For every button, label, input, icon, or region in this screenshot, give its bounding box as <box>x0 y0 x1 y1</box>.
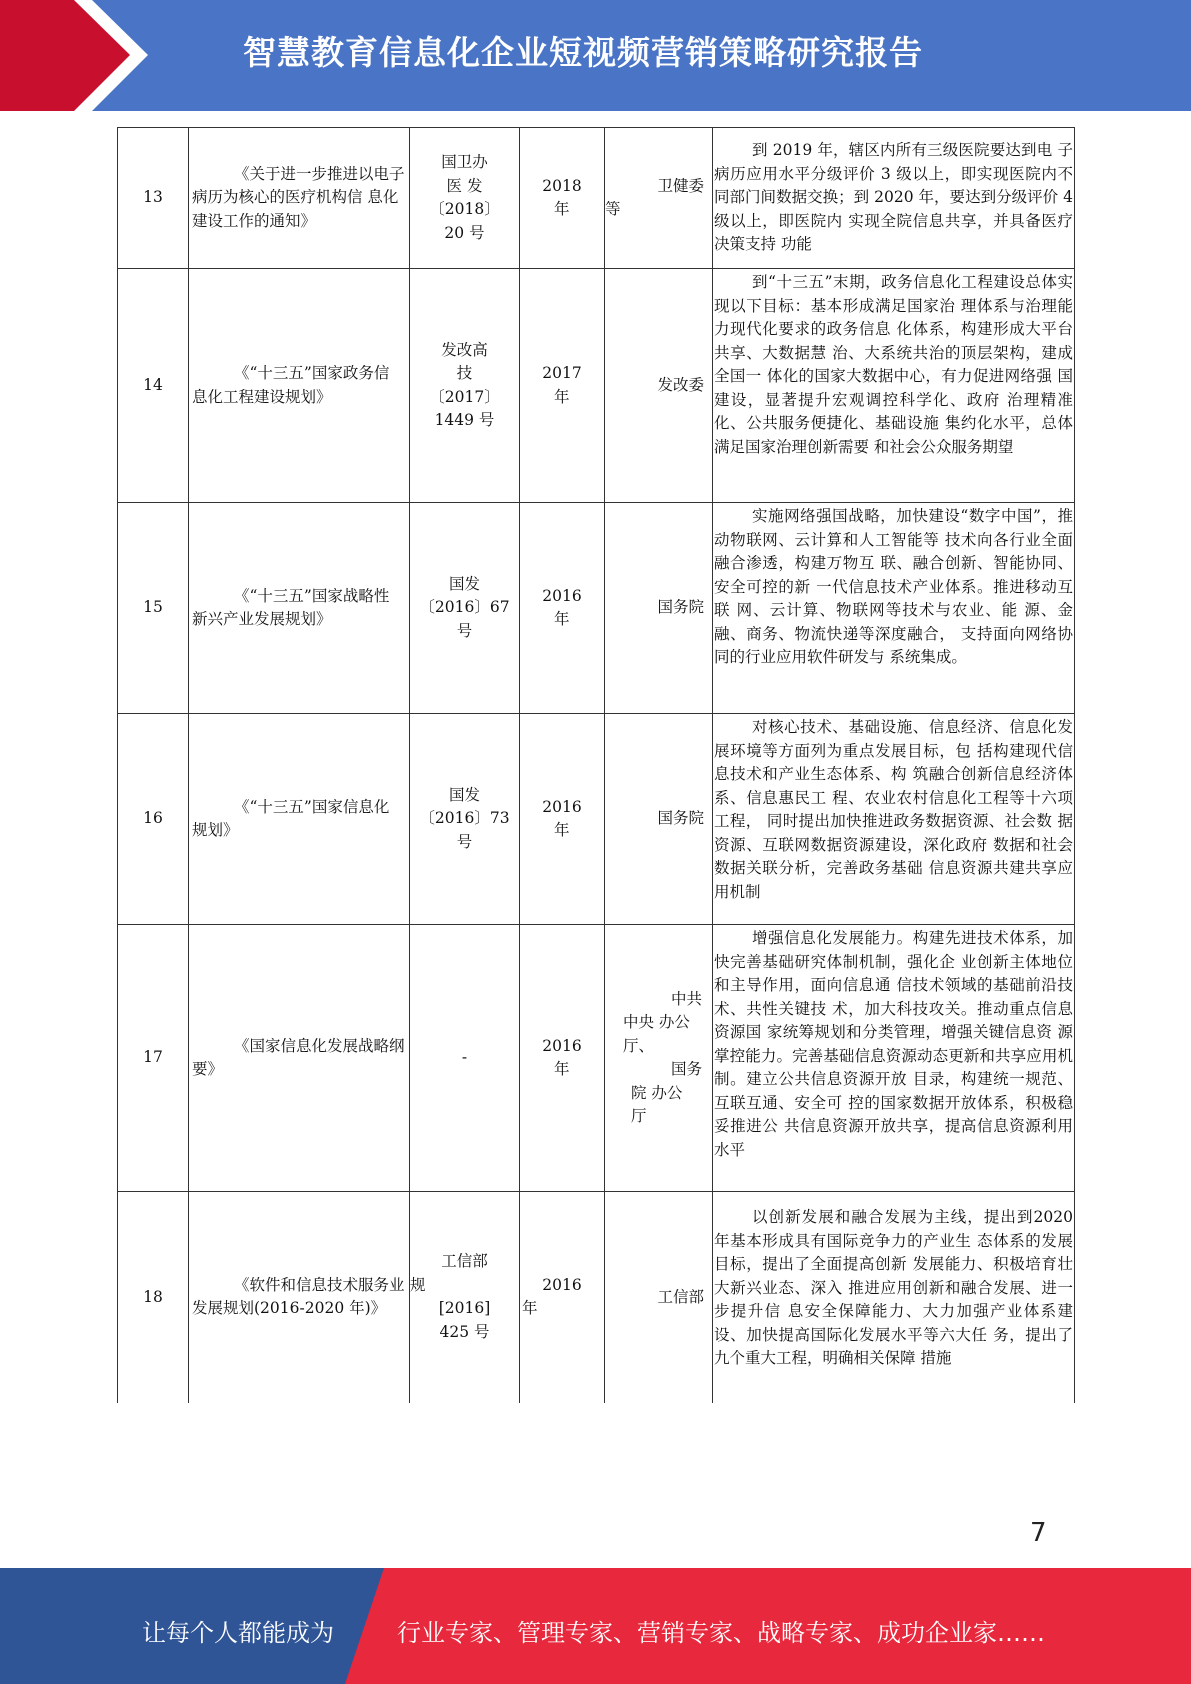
table-row <box>118 269 1075 503</box>
policy-content: 增强信息化发展能力。构建先进技术体系，加快完善基础研究体制机制，强化企 业创新主体地位和主导作用，面向信息通 信技术领域的基础前沿技术、共性关键技 术，加大科技攻关。推动重点信息资源国 家统筹规划和分类管理，增强关键信息资 源掌控能力。完善基础信息资源动态更新和共享应用机制。建立公共信息资源开放 目录，构建统一规范、互联互通、安全可 控的国家数据开放体系，积极稳妥推进公 共信息资源开放共享，提高信息资源利用 水平 <box>714 929 1073 1159</box>
policy-name: 《国家信息化发展战略纲 要》 <box>192 1036 405 1078</box>
issuing-body-cell <box>605 1192 713 1403</box>
policy-content: 以创新发展和融合发展为主线，提出到2020 年基本形成具有国际竞争力的产业生 态体系的发展目标，提出了全面提高创新 发展能力、积极培育壮大新兴业态、深入 推进应用创新和融合发展、进一步提升信 息安全保障能力、大力加强产业体系建 设、加快提高国际化发展水平等六大任 务，提出了九个重大工程，明确相关保障 措施 <box>714 1208 1073 1367</box>
footer-slogan-left: 让每个人都能成为 <box>142 1619 334 1647</box>
row-number: 16 <box>118 714 189 925</box>
document-number-cell <box>410 269 520 503</box>
doc-line: 号 <box>456 832 473 851</box>
table-row <box>118 714 1075 925</box>
policy-name-cell <box>189 503 410 714</box>
doc-line: - <box>461 1048 468 1067</box>
year-value: 2016 <box>542 1036 582 1055</box>
policy-name-cell <box>189 1192 410 1403</box>
issuing-body: 国务院 <box>657 809 704 828</box>
policy-name-cell <box>189 925 410 1192</box>
table-row <box>118 128 1075 269</box>
policy-content: 实施网络强国战略，加快建设“数字中国”，推动物联网、云计算和人工智能等 技术向各行业全面融合渗透，构建万物互 联、融合创新、智能协同、安全可控的新 一代信息技术产业体系。推进移动互联 网、云计算、物联网等技术与农业、能 源、金融、商务、物流快递等深度融合， 支持面向网络协同的行业应用软件研发与 系统集成。 <box>714 507 1073 666</box>
issuing-body-line: 厅、 <box>623 1036 655 1055</box>
year-unit: 年 <box>554 610 570 628</box>
issuing-body-cell <box>605 128 713 269</box>
year-unit: 年 <box>522 1299 538 1318</box>
policy-content: 到 2019 年，辖区内所有三级医院要达到电 子病历应用水平分级评价 3 级以上，即实现医院内不同部门间数据交换；到 2020 年，要达到分级评价 4 级以上，即医院内 实现全院信息共享，并具备医疗决策支持 功能 <box>714 141 1073 254</box>
doc-line: 〔2016〕67 <box>419 598 510 617</box>
row-number: 15 <box>118 503 189 714</box>
issuing-body-line: 中央 办公 <box>623 1013 690 1031</box>
policy-content: 到“十三五”末期，政务信息化工程建设总体实现以下目标：基本形成满足国家治 理体系与治理能力现代化要求的政务信息 化体系，构建形成大平台共享、大数据慧 治、大系统共治的顶层架构，建成全国一 体化的国家大数据中心，有力促进网络强 国建设，显著提升宏观调控科学化、政府 治理精准化、公共服务便捷化、基础设施 集约化水平，总体满足国家治理创新需要 和社会公众服务期望 <box>714 273 1073 456</box>
row-number: 14 <box>118 269 189 503</box>
doc-line: 规 <box>410 1275 426 1294</box>
table-row <box>118 925 1075 1192</box>
document-number-cell <box>410 503 520 714</box>
policy-name: 《“十三五”国家战略性 新兴产业发展规划》 <box>192 586 390 628</box>
issuing-body: 工信部 <box>657 1287 704 1306</box>
issuing-body-cell <box>605 503 713 714</box>
year-unit: 年 <box>554 821 570 839</box>
doc-line: 国发 <box>448 574 480 593</box>
doc-line: 医 发 <box>446 176 483 195</box>
issuing-body-line: 院 办公 <box>631 1083 683 1102</box>
policy-content-cell <box>713 503 1075 714</box>
table-row <box>118 503 1075 714</box>
policy-content-cell <box>713 714 1075 925</box>
doc-line: 国卫办 <box>441 153 488 171</box>
row-number: 18 <box>118 1192 189 1403</box>
policy-table <box>117 127 1075 1403</box>
year-unit: 年 <box>554 200 570 218</box>
row-number: 17 <box>118 925 189 1192</box>
header-chevron-decoration <box>0 0 160 111</box>
document-number-cell <box>410 128 520 269</box>
year-value: 2016 <box>542 797 582 816</box>
policy-content-cell <box>713 128 1075 269</box>
doc-line: 国发 <box>448 785 480 804</box>
doc-line: 425 号 <box>439 1322 490 1341</box>
policy-name: 《关于进一步推进以电子 病历为核心的医疗机构信 息化建设工作的通知》 <box>192 164 405 230</box>
year-cell <box>520 925 605 1192</box>
doc-line: 工信部 <box>441 1252 488 1271</box>
page-number: 7 <box>1030 1518 1047 1548</box>
policy-name: 《“十三五”国家政务信 息化工程建设规划》 <box>192 364 390 406</box>
issuing-body-cell <box>605 269 713 503</box>
header-band <box>0 0 1191 111</box>
year-cell <box>520 269 605 503</box>
year-cell <box>520 714 605 925</box>
doc-line: 20 号 <box>444 223 485 242</box>
issuing-body-suffix: 等 <box>605 200 621 218</box>
policy-name: 《“十三五”国家信息化 规划》 <box>192 797 390 839</box>
issuing-body: 国务院 <box>657 598 704 617</box>
year-value: 2016 <box>542 1275 582 1294</box>
doc-line: [2016] <box>438 1299 491 1318</box>
policy-content-cell <box>713 269 1075 503</box>
year-unit: 年 <box>554 1060 570 1078</box>
year-unit: 年 <box>554 387 570 406</box>
policy-name-cell <box>189 269 410 503</box>
policy-content: 对核心技术、基础设施、信息经济、信息化发展环境等方面列为重点发展目标，包 括构建现代信息技术和产业生态体系、构 筑融合创新信息经济体系、信息惠民工 程、农业农村信息化工程等十六项工程， 同时提出加快推进政务数据资源、社会数 据资源、互联网数据资源建设，深化政府 数据和社会数据关联分析，完善政务基础 信息资源共建共享应用机制 <box>714 718 1073 901</box>
policy-content-cell <box>713 925 1075 1192</box>
policy-name: 《软件和信息技术服务业 发展规划(2016-2020 年)》 <box>192 1275 405 1318</box>
document-number-cell <box>410 1192 520 1403</box>
page-title: 智慧教育信息化企业短视频营销策略研究报告 <box>243 33 923 72</box>
doc-line: 〔2017〕 <box>429 387 500 406</box>
issuing-body: 发改委 <box>657 375 704 394</box>
issuing-body-line: 国务 <box>670 1060 702 1078</box>
doc-line: 1449 号 <box>434 411 495 429</box>
doc-line: 技 <box>456 364 473 382</box>
issuing-body-cell <box>605 714 713 925</box>
issuing-body-line: 厅 <box>631 1107 647 1125</box>
year-cell <box>520 128 605 269</box>
row-number: 13 <box>118 128 189 269</box>
issuing-body-line: 中共 <box>670 989 702 1008</box>
document-number-cell <box>410 925 520 1192</box>
doc-line: 号 <box>456 621 473 640</box>
year-cell <box>520 503 605 714</box>
table-row <box>118 1192 1075 1403</box>
policy-name-cell <box>189 714 410 925</box>
issuing-body: 卫健委 <box>657 176 704 195</box>
year-value: 2018 <box>542 176 582 195</box>
year-value: 2017 <box>542 364 582 382</box>
issuing-body-cell <box>605 925 713 1192</box>
policy-content-cell <box>713 1192 1075 1403</box>
year-cell <box>520 1192 605 1403</box>
footer-slogan-right: 行业专家、管理专家、营销专家、战略专家、成功企业家…… <box>397 1619 1045 1647</box>
doc-line: 发改高 <box>441 340 488 359</box>
year-value: 2016 <box>542 586 582 605</box>
policy-name-cell <box>189 128 410 269</box>
doc-line: 〔2018〕 <box>429 200 500 218</box>
doc-line: 〔2016〕73 <box>419 809 510 828</box>
document-number-cell <box>410 714 520 925</box>
